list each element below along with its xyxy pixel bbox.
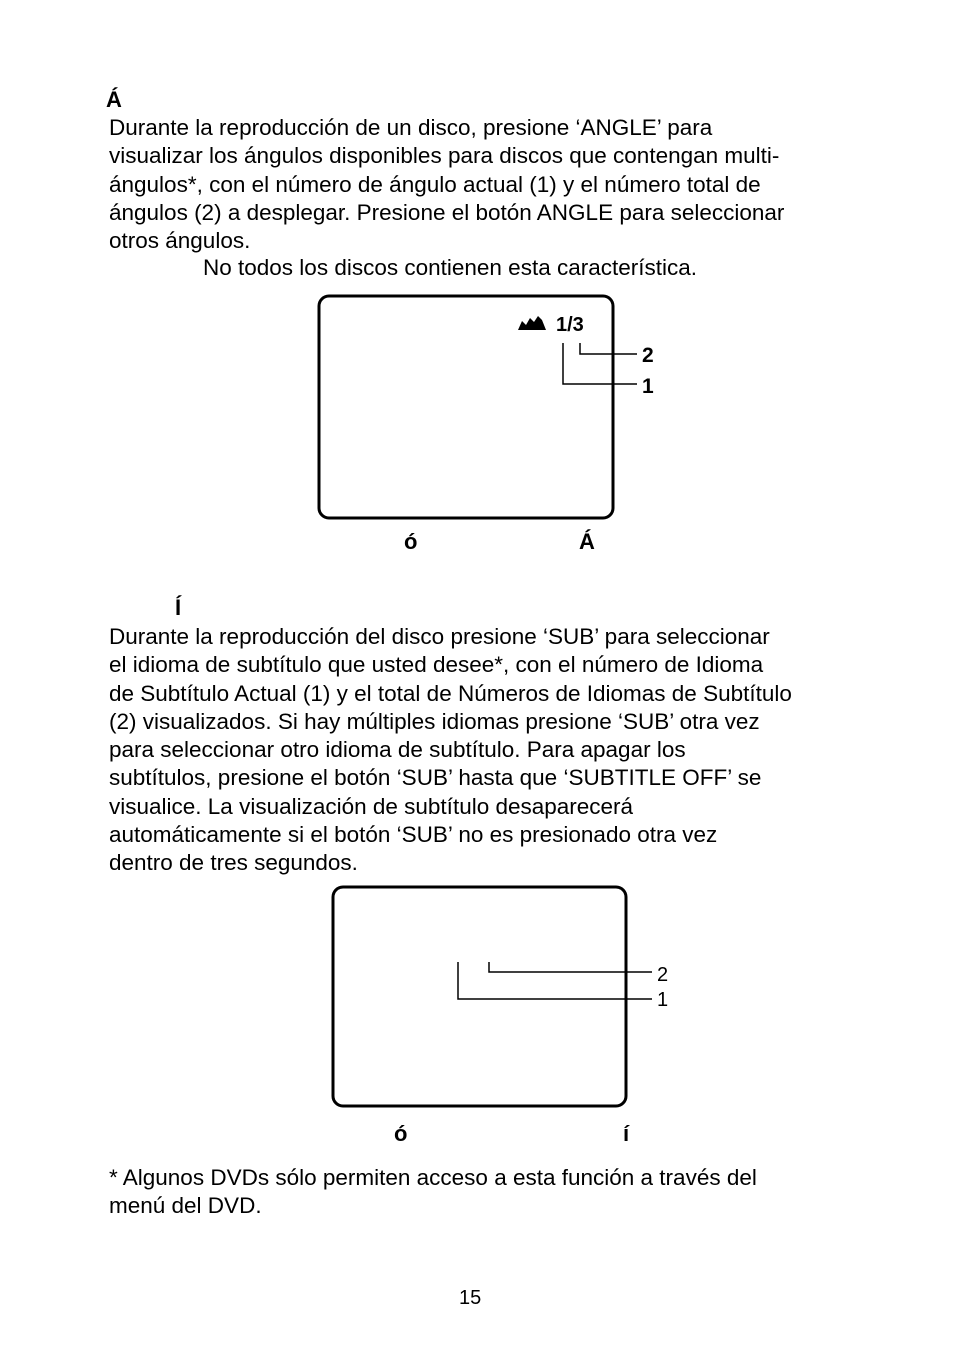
angle-caption-left: ó (404, 529, 418, 554)
paragraph-line: automáticamente si el botón ‘SUB’ no es presionado otra vez (109, 822, 718, 848)
section-subtitle-paragraph (109, 623, 792, 878)
footnote-line: * Algunos DVDs sólo permiten acceso a esta función a través del (109, 1165, 757, 1190)
paragraph-line: visualice. La visualización de subtítulo desaparecerá (109, 793, 634, 819)
page-number: 15 (459, 1287, 482, 1309)
paragraph-line: otros ángulos. (109, 228, 251, 254)
subtitle-callout-line-1 (458, 962, 652, 999)
paragraph-line: dentro de tres segundos. (109, 850, 358, 876)
callout-line-2 (580, 343, 637, 354)
angle-caption-right: Á (579, 529, 595, 554)
paragraph-line: Durante la reproducción de un disco, presione ‘ANGLE’ para (109, 115, 713, 140)
subtitle-callout-label-1: 1 (657, 989, 669, 1011)
camera-angle-icon (518, 316, 546, 330)
footnote-line: menú del DVD. (109, 1193, 262, 1219)
paragraph-line: de Subtítulo Actual (1) y el total de Números de Idiomas de Subtítulo (109, 680, 792, 706)
paragraph-line: subtítulos, presione el botón ‘SUB’ hasta que ‘SUBTITLE OFF’ se (109, 765, 762, 791)
subtitle-caption-left: ó (394, 1121, 408, 1146)
paragraph-line: el idioma de subtítulo que usted desee*, con el número de Idioma (109, 652, 764, 678)
callout-line-1 (563, 343, 637, 384)
subtitle-screen-frame (333, 887, 626, 1106)
section-subtitle-heading: Í (175, 595, 182, 620)
paragraph-line: (2) visualizados. Si hay múltiples idiomas presione ‘SUB’ otra vez (109, 708, 760, 734)
subtitle-callout-label-2: 2 (657, 964, 669, 986)
paragraph-line: ángulos*, con el número de ángulo actual (1) y el número total de (109, 171, 761, 197)
callout-label-2: 2 (642, 344, 654, 367)
paragraph-line: para seleccionar otro idioma de subtítulo. Para apagar los (109, 737, 686, 763)
angle-readout: 1/3 (556, 314, 584, 336)
paragraph-line: Durante la reproducción del disco presione ‘SUB’ para seleccionar (109, 624, 770, 649)
section-angle-heading: Á (106, 87, 122, 112)
paragraph-line: ángulos (2) a desplegar. Presione el botón ANGLE para seleccionar (109, 199, 785, 225)
callout-label-1: 1 (642, 375, 654, 398)
footnote (109, 1164, 757, 1221)
subtitle-callout-line-2 (489, 962, 652, 972)
subtitle-caption-right: í (623, 1121, 630, 1146)
paragraph-line: visualizar los ángulos disponibles para discos que contengan multi- (109, 143, 780, 169)
section-angle-note: No todos los discos contienen esta característica. (203, 255, 698, 280)
